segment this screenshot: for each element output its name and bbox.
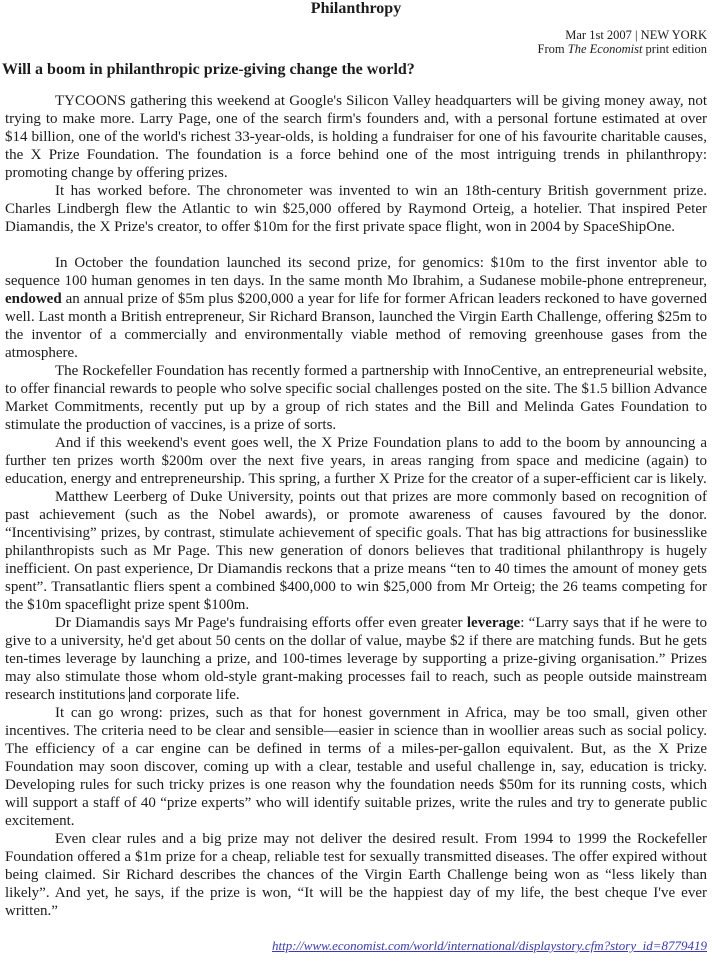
article-headline: Will a boom in philanthropic prize-giving change the world? bbox=[2, 61, 415, 78]
paragraph-3-text-after: an annual prize of $5m plus $200,000 a year for life for former African leaders reckoned to have governed well. Last month a British entrepreneur, Sir Richard Branson, launched the Virgin Earth Challenge, offering $25m to the inventor of a commercially and environmentally viable method of removing greenhouse gases from the atmosphere. bbox=[5, 291, 707, 361]
article-rubric: Philanthropy bbox=[310, 0, 402, 17]
bold-term-endowed: endowed bbox=[5, 291, 62, 307]
source-publication: The Economist bbox=[567, 42, 643, 56]
paragraph-2: It has worked before. The chronometer was invented to win an 18th-century British government prize. Charles Lindbergh flew the Atlantic to win $25,000 offered by Raymond Orteig, a hotelier. That inspired Peter Diamandis, the X Prize's creator, to offer $10m for the first private space flight, won in 2004 by SpaceShipOne. bbox=[5, 183, 707, 235]
paragraph-7 bbox=[5, 614, 707, 704]
paragraph-9: Even clear rules and a big prize may not deliver the desired result. From 1994 to 1999 the Rockefeller Foundation offered a $1m prize for a cheap, reliable test for sexually transmitted diseases. The offer expired without being claimed. Sir Richard describes the chances of the Virgin Earth Challenge being won as “less likely than likely”. And yet, he says, if the prize is won, “It will be the happiest day of my life, the best cheque I've ever written.” bbox=[5, 831, 707, 919]
paragraph-5: And if this weekend's event goes well, the X Prize Foundation plans to add to the boom by announcing a further ten prizes worth $200m over the next five years, in areas ranging from space and medicine (again) to education, energy and entrepreneurship. This spring, a further X Prize for the creator of a super-efficient car is likely. bbox=[5, 435, 707, 487]
date-location: Mar 1st 2007 | NEW YORK bbox=[565, 28, 707, 42]
source-prefix: From bbox=[537, 42, 568, 56]
source-line bbox=[0, 42, 707, 56]
paragraph-4: The Rockefeller Foundation has recently formed a partnership with InnoCentive, an entrepreneurial website, to offer financial rewards to people who solve specific social challenges posted on the site. The $1.5 billion Advance Market Commitments, recently put up by a group of rich states and the Bill and Melinda Gates Foundation to stimulate the production of vaccines, is a prize of sorts. bbox=[5, 363, 707, 433]
paragraph-6: Matthew Leerberg of Duke University, points out that prizes are more commonly based on recognition of past achievement (such as the Nobel awards), or promote awareness of causes favoured by the donor. “Incentivising” prizes, by contrast, stimulate achievement of specific goals. That has big attractions for businesslike philanthropists such as Mr Page. This new generation of donors believes that traditional philanthropy is hugely inefficient. On past experience, Dr Diamandis reckons that a prize means “ten to 40 times the amount of money gets spent”. Transatlantic fliers spent a combined $400,000 to win $25,000 from Mr Orteig; the 26 teams competing for the $10m spaceflight prize spent $100m. bbox=[5, 489, 707, 613]
paragraph-3-text: In October the foundation launched its second prize, for genomics: $10m to the first inventor able to sequence 100 human genomes in ten days. In the same month Mo Ibrahim, a Sudanese mobile-phone entrepreneur, bbox=[5, 255, 707, 289]
paragraph-7-text: Dr Diamandis says Mr Page's fundraising efforts offer even greater bbox=[55, 615, 467, 631]
paragraph-1: TYCOONS gathering this weekend at Google's Silicon Valley headquarters will be giving money away, not trying to make more. Larry Page, one of the search firm's founders and, with a personal fortune estimated at over $14 billion, one of the world's richest 33-year-olds, is holding a fundraiser for one of his favourite charitable causes, the X Prize Foundation. The foundation is a force behind one of the most intriguing trends in philanthropy: promoting change by offering prizes. bbox=[5, 93, 707, 181]
paragraph-3 bbox=[5, 254, 707, 362]
paragraph-8: It can go wrong: prizes, such as that for honest government in Africa, may be too small, given other incentives. The criteria need to be clear and sensible—easier in science than in woollier areas such as social policy. The efficiency of a car engine can be defined in terms of a miles-per-gallon equivalent. But, as the X Prize Foundation may soon discover, coming up with a clear, testable and useful challenge in, say, education is tricky. Developing rules for such tricky prizes is one reason why the foundation needs $50m for its running costs, which will support a staff of 40 “prize experts” who will identify suitable prizes, write the rules and try to generate public excitement. bbox=[5, 705, 707, 829]
paragraph-7-text-mid: : “Larry says that if he were to give to a university, he'd get about 50 cents on the dollar of value, maybe $2 if there are matching funds. But he gets ten-times leverage by launching a prize, and 100-times leverage by supporting a prize-giving organisation.” Prizes may also stimulate those whom old-style grant-making processes fail to reach, such as people outside mainstream research institutions bbox=[5, 615, 707, 703]
dateline-block bbox=[0, 17, 712, 56]
article-body bbox=[0, 79, 712, 920]
source-link-row bbox=[0, 920, 712, 955]
article-source-link[interactable]: http://www.economist.com/world/international/displaystory.cfm?story_id=8779419 bbox=[272, 938, 707, 953]
bold-term-leverage: leverage bbox=[466, 615, 521, 631]
paragraph-7-text-after: and corporate life. bbox=[130, 687, 240, 703]
source-suffix: print edition bbox=[642, 42, 707, 56]
